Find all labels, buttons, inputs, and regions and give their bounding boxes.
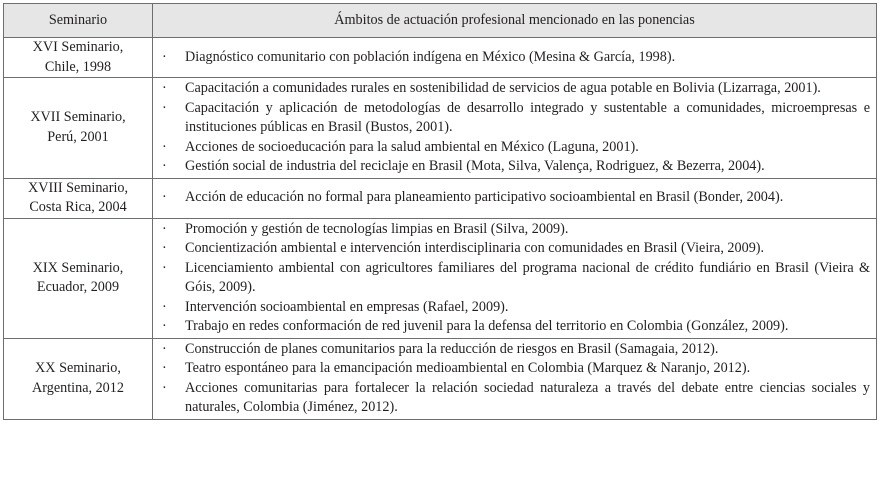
seminar-place-year: Ecuador, 2009 — [36, 279, 120, 295]
item-text: Trabajo en redes conformación de red juvenil para la defensa del territorio en Colombia (González, 2009). — [185, 318, 789, 334]
bullet-icon: · — [162, 138, 167, 155]
item-text: Capacitación y aplicación de metodologías de desarrollo integrado y sustentable a comunidades, microempresas e instituciones públicas en Brasil (Bustos, 2001). — [185, 99, 870, 135]
list-item — [159, 359, 870, 379]
item-text: Acciones de socioeducación para la salud ambiental en México (Laguna, 2001). — [185, 138, 639, 155]
item-text: Promoción y gestión de tecnologías limpias en Brasil (Silva, 2009). — [185, 220, 569, 237]
seminar-place-year: Perú, 2001 — [47, 128, 109, 145]
list-item — [159, 379, 870, 418]
table-row — [4, 178, 877, 218]
seminar-name: XX Seminario, — [35, 360, 121, 376]
item-list — [159, 48, 870, 68]
item-text: Gestión social de industria del reciclaje en Brasil (Mota, Silva, Valença, Rodriguez, & Bezerra, 2004). — [185, 158, 765, 174]
bullet-icon: · — [162, 360, 167, 376]
list-item — [159, 220, 870, 240]
list-item — [159, 188, 870, 208]
list-item — [159, 99, 870, 138]
items-cell — [153, 338, 877, 419]
seminar-place-year: Argentina, 2012 — [32, 379, 124, 396]
item-list — [159, 340, 870, 418]
item-text: Concientización ambiental e intervención interdisciplinaria con comunidades en Brasil (Vieira, 2009). — [185, 240, 765, 256]
list-item — [159, 317, 870, 337]
seminar-cell — [4, 338, 153, 419]
item-text: Diagnóstico comunitario con población indígena en México (Mesina & García, 1998). — [185, 48, 676, 65]
seminar-name: XVI Seminario, — [32, 39, 124, 55]
bullet-icon: · — [162, 80, 167, 96]
item-text: Teatro espontáneo para la emancipación medioambiental en Colombia (Marquez & Naranjo, 2012). — [185, 360, 751, 376]
item-text: Construcción de planes comunitarios para la reducción de riesgos en Brasil (Samagaia, 2012). — [185, 340, 719, 357]
header-seminario: Seminario — [4, 4, 153, 38]
items-cell — [153, 218, 877, 338]
bullet-icon: · — [162, 318, 167, 334]
bullet-icon: · — [162, 189, 167, 206]
items-cell — [153, 78, 877, 179]
seminar-place-year: Costa Rica, 2004 — [29, 199, 127, 215]
list-item — [159, 79, 870, 99]
items-cell — [153, 38, 877, 78]
bullet-icon: · — [162, 259, 167, 276]
item-text: Acciones comunitarias para fortalecer la relación sociedad naturaleza a través del debate entre ciencias sociales y naturales, Colombia (Jiménez, 2012). — [185, 379, 870, 415]
seminar-name: XIX Seminario, — [32, 259, 124, 276]
seminar-cell — [4, 218, 153, 338]
seminar-cell — [4, 78, 153, 179]
items-cell — [153, 178, 877, 218]
item-text: Acción de educación no formal para planeamiento participativo socioambiental en Brasil (Bonder, 2004). — [185, 189, 784, 206]
seminar-cell — [4, 38, 153, 78]
item-list — [159, 220, 870, 337]
seminar-name: XVIII Seminario, — [27, 179, 129, 196]
item-text: Licenciamiento ambiental con agricultores familiares del programa nacional de crédito fundiário en Brasil (Vieira & Góis, 2009). — [185, 259, 870, 295]
item-text: Intervención socioambiental en empresas (Rafael, 2009). — [185, 298, 509, 315]
list-item — [159, 340, 870, 360]
item-list — [159, 79, 870, 177]
bullet-icon: · — [162, 220, 167, 237]
seminar-name: XVII Seminario, — [30, 109, 126, 126]
table-row — [4, 78, 877, 179]
seminar-cell — [4, 178, 153, 218]
list-item — [159, 298, 870, 318]
seminars-table — [3, 3, 877, 420]
header-row — [4, 4, 877, 38]
item-list — [159, 188, 870, 208]
list-item — [159, 239, 870, 259]
bullet-icon: · — [162, 340, 167, 357]
bullet-icon: · — [162, 379, 167, 396]
table-row — [4, 38, 877, 78]
bullet-icon: · — [162, 48, 167, 65]
bullet-icon: · — [162, 240, 167, 256]
list-item — [159, 48, 870, 68]
bullet-icon: · — [162, 99, 167, 116]
bullet-icon: · — [162, 298, 167, 315]
item-text: Capacitación a comunidades rurales en sostenibilidad de servicios de agua potable en Bolivia (Lizarraga, 2001). — [185, 80, 821, 96]
bullet-icon: · — [162, 158, 167, 174]
header-ambitos: Ámbitos de actuación profesional mencionado en las ponencias — [153, 4, 877, 38]
table-row — [4, 338, 877, 419]
list-item — [159, 138, 870, 158]
list-item — [159, 157, 870, 177]
table-row — [4, 218, 877, 338]
list-item — [159, 259, 870, 298]
seminar-place-year: Chile, 1998 — [44, 58, 112, 75]
